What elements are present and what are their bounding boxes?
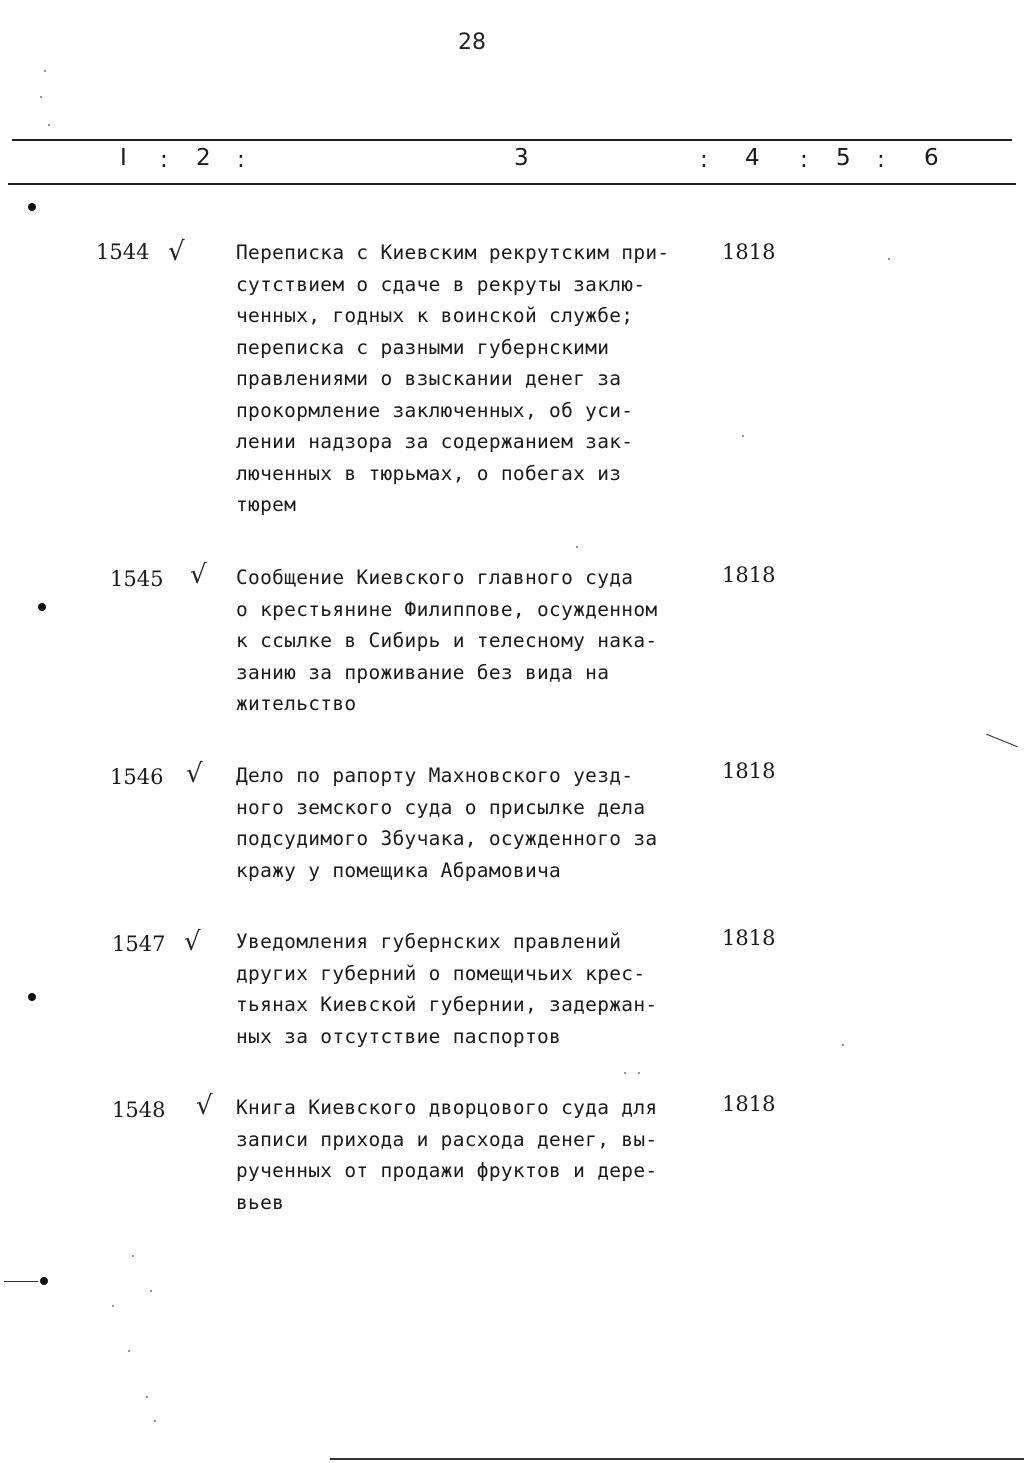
description-line: ченных, годных к воинской службе; bbox=[236, 304, 634, 327]
scan-speck bbox=[576, 546, 578, 548]
header-top-rule bbox=[12, 139, 1012, 141]
scan-speck bbox=[146, 1396, 148, 1398]
description-line: Переписка с Киевским рекрутским при- bbox=[236, 241, 670, 264]
entry-number: 1547 bbox=[112, 932, 166, 956]
scan-speck bbox=[128, 1350, 130, 1352]
description-line: тьянах Киевской губернии, задержан- bbox=[236, 993, 658, 1016]
scan-artifact-line bbox=[4, 1281, 38, 1282]
column-header-6: 6 bbox=[924, 145, 939, 171]
column-header-2: 2 bbox=[196, 145, 211, 171]
entry-year: 1818 bbox=[722, 926, 776, 950]
entry-number: 1544 bbox=[96, 240, 150, 264]
description-line: ного земского суда о присылке дела bbox=[236, 795, 646, 819]
header-bottom-rule bbox=[8, 183, 1016, 185]
column-separator: : bbox=[160, 147, 168, 173]
description-line: Книга Киевского дворцового суда для bbox=[236, 1096, 658, 1119]
scan-speck bbox=[742, 435, 744, 437]
check-mark-icon: √ bbox=[196, 1091, 213, 1121]
column-separator: : bbox=[877, 147, 885, 173]
description-line: кражу у помещика Абрамовича bbox=[236, 858, 562, 882]
description-line: ных за отсутствие паспортов bbox=[236, 1024, 562, 1048]
column-separator: : bbox=[237, 147, 245, 173]
binder-hole-dot bbox=[28, 203, 36, 211]
description-line: жительство bbox=[236, 692, 357, 715]
description-line: прокормление заключенных, об уси- bbox=[236, 398, 634, 422]
binder-hole-dot bbox=[28, 993, 36, 1001]
entry-description bbox=[236, 1092, 706, 1218]
scan-speck bbox=[44, 70, 46, 72]
entry-number: 1546 bbox=[110, 765, 164, 789]
scan-speck bbox=[888, 258, 890, 260]
entry-year: 1818 bbox=[722, 759, 776, 783]
entry-description bbox=[236, 760, 706, 886]
description-line: люченных в тюрьмах, о побегах из bbox=[236, 461, 622, 485]
scan-speck bbox=[150, 1290, 152, 1292]
description-line: Сообщение Киевского главного суда bbox=[236, 566, 634, 589]
entry-description bbox=[236, 562, 706, 720]
description-line: Дело по рапорту Махновского уезд- bbox=[236, 764, 634, 787]
column-header-3: 3 bbox=[514, 145, 529, 171]
scan-speck bbox=[40, 96, 42, 98]
check-mark-icon: √ bbox=[168, 237, 185, 267]
description-line: лении надзора за содержанием зак- bbox=[236, 430, 634, 453]
description-line: других губерний о помещичьих крес- bbox=[236, 961, 646, 985]
description-line: рученных от продажи фруктов и дере- bbox=[236, 1159, 658, 1182]
scan-artifact-line bbox=[986, 734, 1018, 748]
description-line: сутствием о сдаче в рекруты заклю- bbox=[236, 272, 646, 296]
scan-speck bbox=[842, 1044, 844, 1046]
entry-year: 1818 bbox=[722, 1092, 776, 1116]
scan-speck bbox=[132, 1255, 134, 1257]
scan-speck bbox=[154, 1420, 156, 1422]
column-header-1: I bbox=[120, 145, 127, 171]
column-separator: : bbox=[800, 147, 808, 173]
description-line: Уведомления губернских правлений bbox=[236, 930, 622, 953]
entry-year: 1818 bbox=[722, 240, 776, 264]
entry-year: 1818 bbox=[722, 563, 776, 587]
entry-description bbox=[236, 237, 706, 521]
binder-hole-dot bbox=[40, 1277, 48, 1285]
description-line: переписка с разными губернскими bbox=[236, 335, 610, 359]
check-mark-icon: √ bbox=[184, 927, 201, 957]
footer-rule bbox=[330, 1458, 1024, 1460]
description-line: вьев bbox=[236, 1190, 285, 1214]
description-line: подсудимого Збучака, осужденного за bbox=[236, 827, 658, 850]
entry-number: 1545 bbox=[110, 567, 164, 591]
description-line: правлениями о взыскании денег за bbox=[236, 367, 622, 390]
column-separator: : bbox=[700, 147, 708, 173]
page-number: 28 bbox=[458, 30, 486, 55]
description-line: записи прихода и расхода денег, вы- bbox=[236, 1127, 658, 1151]
description-line: о крестьянине Филиппове, осужденном bbox=[236, 597, 658, 621]
scan-speck bbox=[624, 1072, 626, 1074]
binder-hole-dot bbox=[38, 603, 46, 611]
check-mark-icon: √ bbox=[186, 759, 203, 789]
scan-speck bbox=[638, 1072, 640, 1074]
entry-description bbox=[236, 926, 706, 1052]
scan-speck bbox=[48, 124, 50, 126]
column-header-4: 4 bbox=[745, 145, 760, 171]
entry-number: 1548 bbox=[112, 1098, 166, 1122]
description-line: к ссылке в Сибирь и телесному нака- bbox=[236, 629, 658, 652]
description-line: занию за проживание без вида на bbox=[236, 660, 610, 684]
column-header-5: 5 bbox=[836, 145, 851, 171]
description-line: тюрем bbox=[236, 493, 297, 516]
check-mark-icon: √ bbox=[190, 560, 207, 590]
scan-speck bbox=[112, 1305, 114, 1307]
